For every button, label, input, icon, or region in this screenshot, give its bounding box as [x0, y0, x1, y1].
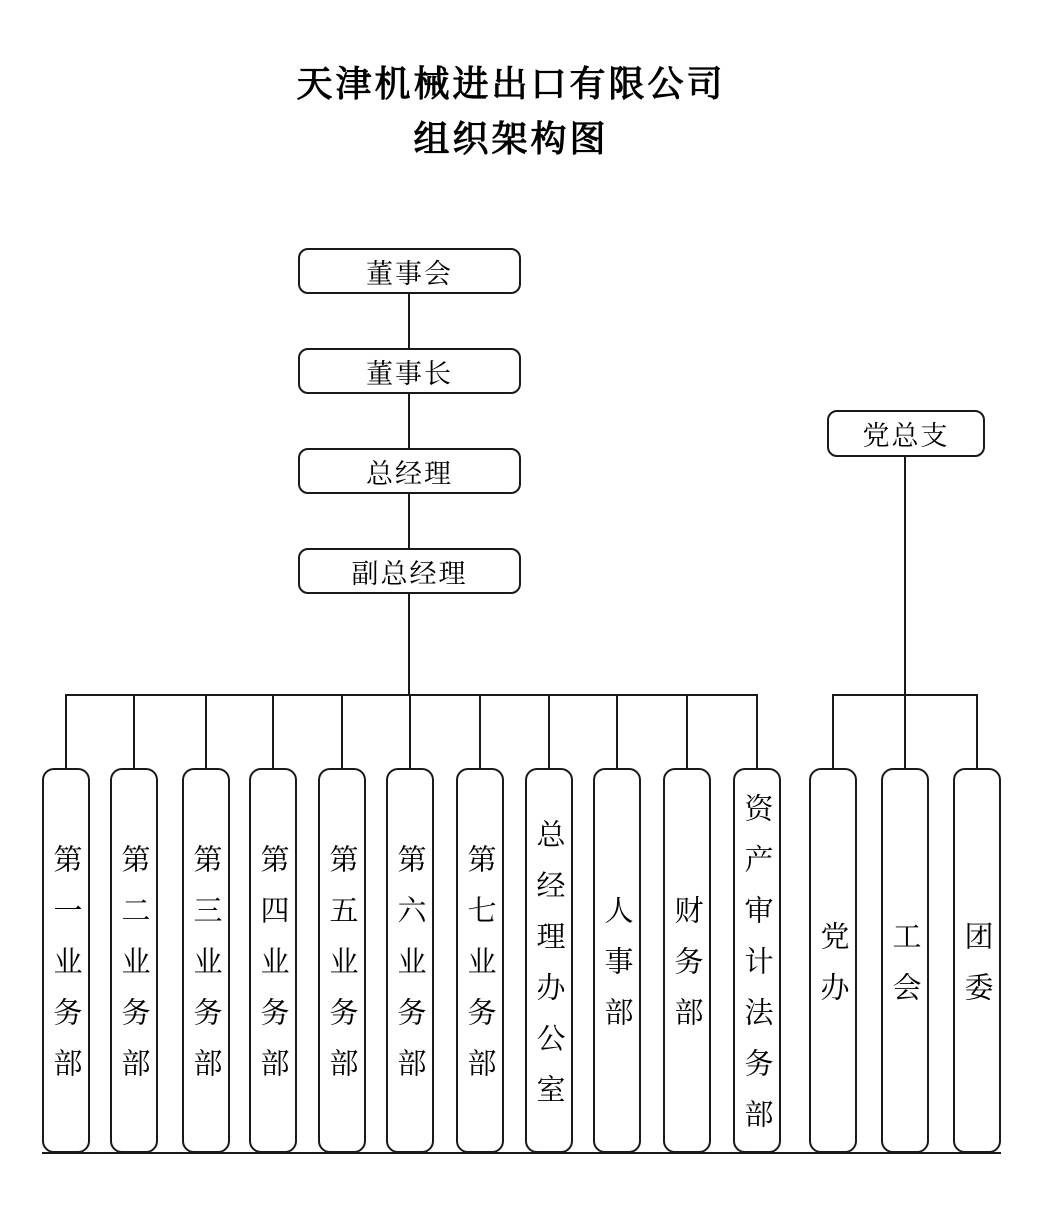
dept-business-1 — [42, 768, 90, 1153]
chart-title-company: 天津机械进出口有限公司 — [296, 63, 726, 104]
node-deputy-general-manager — [298, 548, 521, 594]
connector-departments-bus — [65, 694, 758, 696]
connector-stub-party-dept-3 — [976, 694, 978, 768]
node-general-manager-label: 总经理 — [366, 458, 453, 489]
dept-hr — [593, 768, 641, 1153]
dept-party-office-label: 党办 — [816, 920, 849, 1023]
dept-party-office — [809, 768, 857, 1153]
connector-stub-dept-4 — [272, 694, 274, 768]
connector-stub-dept-8 — [548, 694, 550, 768]
node-party-general-branch — [827, 410, 985, 457]
connector-stub-party-dept-1 — [832, 694, 834, 768]
dept-hr-label: 人事部 — [600, 895, 633, 1048]
dept-business-3 — [182, 768, 230, 1153]
connector-stub-dept-9 — [616, 694, 618, 768]
dept-business-4-label: 第四业务部 — [256, 844, 289, 1099]
dept-business-5-label: 第五业务部 — [325, 844, 358, 1099]
connector-stub-dept-7 — [479, 694, 481, 768]
connector-stub-dept-6 — [409, 694, 411, 768]
node-chairman-label: 董事长 — [366, 358, 453, 389]
node-board-of-directors — [298, 248, 521, 294]
dept-business-3-label: 第三业务部 — [189, 844, 222, 1099]
dept-labor-union — [881, 768, 929, 1153]
node-deputy-general-manager-label: 副总经理 — [351, 558, 468, 589]
dept-business-6 — [386, 768, 434, 1153]
dept-asset-audit-legal — [733, 768, 781, 1153]
chart-title — [0, 56, 1022, 166]
connector-stub-dept-10 — [686, 694, 688, 768]
dept-business-2-label: 第二业务部 — [117, 844, 150, 1099]
connector-stub-dept-2 — [133, 694, 135, 768]
connector-stub-dept-3 — [205, 694, 207, 768]
dept-labor-union-label: 工会 — [888, 920, 921, 1023]
dept-youth-league — [953, 768, 1001, 1153]
dept-finance-label: 财务部 — [670, 895, 703, 1048]
dept-gm-office — [525, 768, 573, 1153]
dept-youth-league-label: 团委 — [960, 920, 993, 1023]
node-chairman — [298, 348, 521, 394]
connector-gm-dgm — [408, 494, 410, 548]
connector-chairman-gm — [408, 394, 410, 448]
dept-business-4 — [249, 768, 297, 1153]
connector-party-branch-down — [904, 456, 906, 696]
dept-business-7 — [456, 768, 504, 1153]
dept-business-5 — [318, 768, 366, 1153]
connector-board-chairman — [408, 294, 410, 348]
dept-asset-audit-legal-label: 资产审计法务部 — [740, 793, 773, 1150]
connector-bottom-baseline — [42, 1152, 1001, 1154]
connector-stub-party-dept-2 — [904, 694, 906, 768]
connector-dgm-departments — [408, 594, 410, 696]
node-board-of-directors-label: 董事会 — [366, 258, 453, 289]
node-general-manager — [298, 448, 521, 494]
dept-finance — [663, 768, 711, 1153]
dept-business-7-label: 第七业务部 — [463, 844, 496, 1099]
node-party-general-branch-label: 党总支 — [862, 421, 950, 451]
dept-business-2 — [110, 768, 158, 1153]
connector-stub-dept-1 — [65, 694, 67, 768]
dept-gm-office-label: 总经理办公室 — [532, 818, 565, 1125]
chart-title-subtitle: 组织架构图 — [413, 118, 609, 159]
connector-stub-dept-11 — [756, 694, 758, 768]
dept-business-1-label: 第一业务部 — [49, 844, 82, 1099]
connector-stub-dept-5 — [341, 694, 343, 768]
dept-business-6-label: 第六业务部 — [393, 844, 426, 1099]
